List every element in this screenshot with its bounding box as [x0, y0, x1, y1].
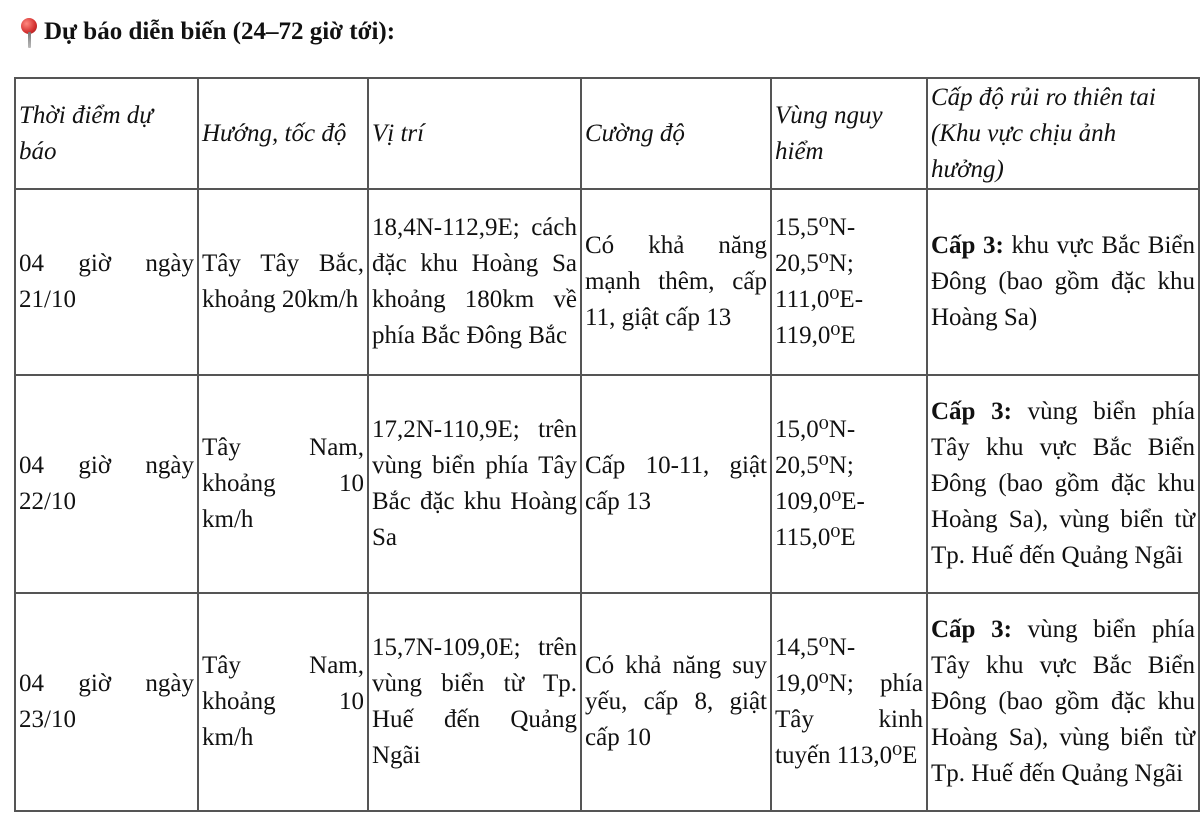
header-risk: Cấp độ rủi ro thiên tai (Khu vực chịu ảnh hưởng) — [927, 78, 1199, 189]
cell-time: 04 giờ ngày 22/10 — [15, 375, 198, 593]
cell-intensity: Có khả năng mạnh thêm, cấp 11, giật cấp 13 — [581, 189, 771, 375]
cell-zone: 15,0⁰N-20,5⁰N; 109,0⁰E-115,0⁰E — [771, 375, 927, 593]
cell-intensity: Cấp 10-11, giật cấp 13 — [581, 375, 771, 593]
header-direction: Hướng, tốc độ — [198, 78, 368, 189]
table-row — [15, 375, 1199, 593]
cell-direction: Tây Tây Bắc, khoảng 20km/h — [198, 189, 368, 375]
section-heading — [18, 14, 395, 50]
table-row — [15, 189, 1199, 375]
cell-risk — [927, 189, 1199, 375]
cell-zone: 15,5⁰N-20,5⁰N; 111,0⁰E-119,0⁰E — [771, 189, 927, 375]
header-intensity: Cường độ — [581, 78, 771, 189]
header-position: Vị trí — [368, 78, 581, 189]
cell-direction: Tây Nam, khoảng 10 km/h — [198, 593, 368, 811]
cell-zone: 14,5⁰N-19,0⁰N; phía Tây kinh tuyến 113,0⁰E — [771, 593, 927, 811]
risk-area: vùng biển phía Tây khu vực Bắc Biển Đông (bao gồm đặc khu Hoàng Sa), vùng biển từ Tp. Huế đến Quảng Ngãi — [931, 616, 1195, 787]
cell-position: 18,4N-112,9E; cách đặc khu Hoàng Sa khoảng 180km về phía Bắc Đông Bắc — [368, 189, 581, 375]
risk-level: Cấp 3: — [931, 398, 1012, 425]
cell-risk — [927, 375, 1199, 593]
table-row — [15, 593, 1199, 811]
table-header-row — [15, 78, 1199, 189]
risk-level: Cấp 3: — [931, 232, 1004, 259]
header-time: Thời điểm dự báo — [15, 78, 198, 189]
forecast-table — [14, 77, 1200, 812]
cell-time: 04 giờ ngày 21/10 — [15, 189, 198, 375]
cell-time: 04 giờ ngày 23/10 — [15, 593, 198, 811]
cell-risk — [927, 593, 1199, 811]
cell-intensity: Có khả năng suy yếu, cấp 8, giật cấp 10 — [581, 593, 771, 811]
section-heading-text: Dự báo diễn biến (24–72 giờ tới): — [44, 18, 396, 45]
header-zone: Vùng nguy hiểm — [771, 78, 927, 189]
risk-area: vùng biển phía Tây khu vực Bắc Biển Đông (bao gồm đặc khu Hoàng Sa), vùng biển từ Tp. Huế đến Quảng Ngãi — [931, 398, 1195, 569]
risk-area: khu vực Bắc Biển Đông (bao gồm đặc khu Hoàng Sa) — [931, 232, 1195, 331]
cell-position: 17,2N-110,9E; trên vùng biển phía Tây Bắc đặc khu Hoàng Sa — [368, 375, 581, 593]
cell-direction: Tây Nam, khoảng 10 km/h — [198, 375, 368, 593]
risk-level: Cấp 3: — [931, 616, 1012, 643]
pushpin-icon — [18, 15, 40, 49]
cell-position: 15,7N-109,0E; trên vùng biển từ Tp. Huế đến Quảng Ngãi — [368, 593, 581, 811]
